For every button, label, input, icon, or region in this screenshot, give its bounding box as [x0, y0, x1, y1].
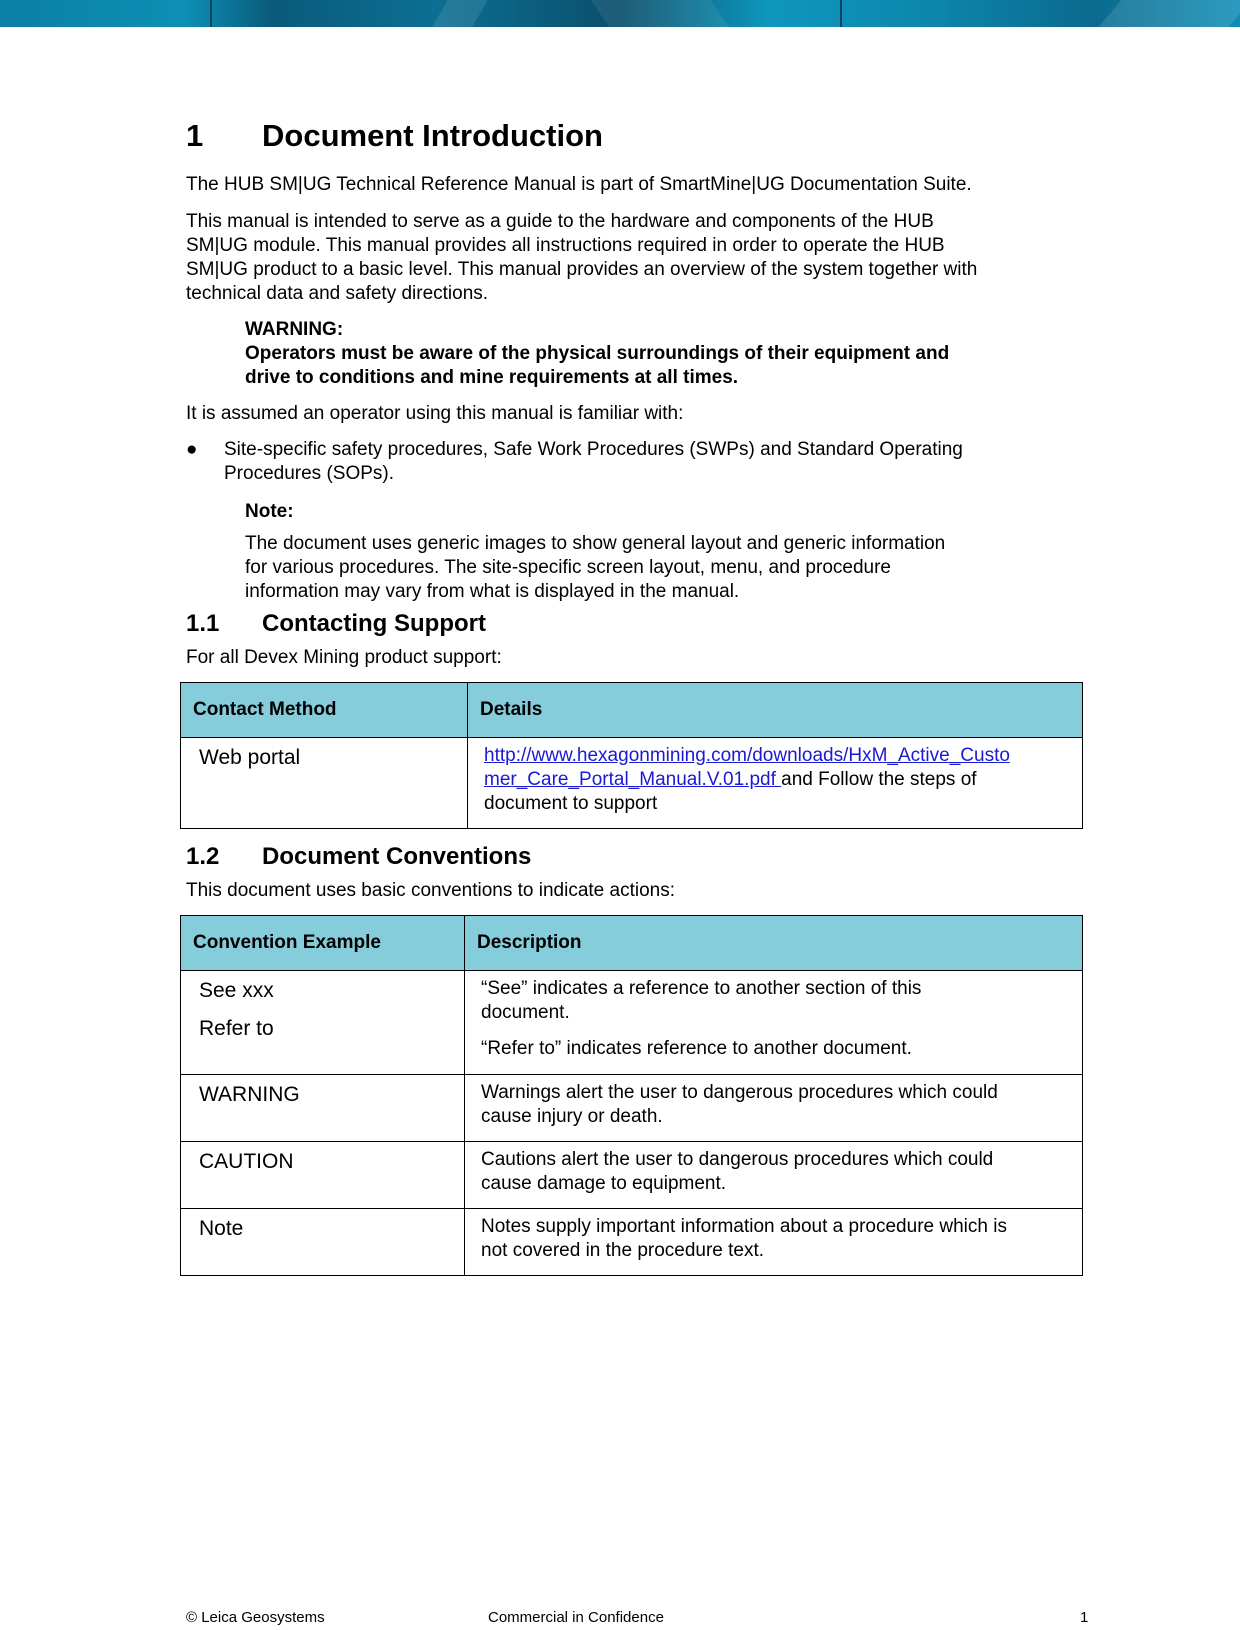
note-line: information may vary from what is displayed in the manual. — [245, 581, 740, 602]
description-line: cause injury or death. — [481, 1106, 663, 1127]
support-table — [180, 682, 1083, 829]
warning-line: drive to conditions and mine requirements at all times. — [245, 367, 739, 388]
purpose-line: SM|UG module. This manual provides all instructions required in order to operate the HUB — [186, 235, 945, 256]
section-heading — [186, 118, 603, 154]
subsection-title: Document Conventions — [262, 843, 532, 870]
column-header: Details — [468, 683, 1083, 738]
note-title: Note: — [245, 501, 294, 522]
convention-example: See xxx — [199, 979, 274, 1002]
table-row — [181, 738, 1083, 829]
convention-example-cell — [181, 971, 465, 1075]
section-title: Document Introduction — [262, 118, 603, 153]
conventions-intro: This document uses basic conventions to indicate actions: — [186, 880, 675, 901]
banner-facet — [840, 0, 842, 27]
subsection-heading-support — [186, 610, 486, 638]
description-line: Notes supply important information about a procedure which is — [481, 1216, 1007, 1237]
footer-confidentiality: Commercial in Confidence — [488, 1609, 664, 1626]
table-header-row — [181, 916, 1083, 971]
table-row — [181, 971, 1083, 1075]
banner-facet — [432, 0, 488, 27]
convention-description-cell — [465, 1075, 1083, 1142]
description-line: cause damage to equipment. — [481, 1173, 727, 1194]
table-row — [181, 1209, 1083, 1276]
column-header: Contact Method — [181, 683, 468, 738]
description-line: not covered in the procedure text. — [481, 1240, 765, 1261]
banner-facet — [210, 0, 212, 27]
subsection-number: 1.2 — [186, 843, 220, 870]
purpose-paragraph — [186, 210, 1066, 306]
description-line: document. — [481, 1002, 570, 1023]
description-line: Warnings alert the user to dangerous procedures which could — [481, 1082, 998, 1103]
note-callout — [245, 500, 1035, 604]
column-header: Convention Example — [181, 916, 465, 971]
assumed-paragraph: It is assumed an operator using this manual is familiar with: — [186, 403, 684, 424]
convention-example-cell: WARNING — [181, 1075, 465, 1142]
convention-example-cell: CAUTION — [181, 1142, 465, 1209]
list-item-line: Procedures (SOPs). — [224, 463, 394, 484]
footer-page-number: 1 — [1080, 1609, 1089, 1626]
intro-paragraph: The HUB SM|UG Technical Reference Manual is part of SmartMine|UG Documentation Suite. — [186, 174, 972, 195]
details-cell — [468, 738, 1083, 829]
support-intro: For all Devex Mining product support: — [186, 647, 502, 668]
banner-facet — [591, 0, 730, 27]
footer-copyright: © Leica Geosystems — [186, 1609, 325, 1626]
section-number: 1 — [186, 118, 204, 153]
details-text: document to support — [484, 793, 658, 814]
warning-title: WARNING: — [245, 319, 344, 340]
conventions-table — [180, 915, 1083, 1276]
description-line: “See” indicates a reference to another section of this — [481, 978, 922, 999]
warning-line: Operators must be aware of the physical surroundings of their equipment and — [245, 343, 950, 364]
link-line: http://www.hexagonmining.com/downloads/HxM_Active_Custo — [484, 745, 1010, 766]
convention-description-cell — [465, 971, 1083, 1075]
purpose-line: This manual is intended to serve as a guide to the hardware and components of the HUB — [186, 211, 934, 232]
link-line: mer_Care_Portal_Manual.V.01.pdf — [484, 769, 782, 790]
purpose-line: technical data and safety directions. — [186, 283, 489, 304]
banner-facet — [1099, 0, 1240, 27]
header-banner — [0, 0, 1240, 27]
convention-example: Refer to — [199, 1017, 274, 1040]
note-line: for various procedures. The site-specific screen layout, menu, and procedure — [245, 557, 891, 578]
purpose-line: SM|UG product to a basic level. This manual provides an overview of the system together with — [186, 259, 978, 280]
convention-description-cell — [465, 1209, 1083, 1276]
table-header-row — [181, 683, 1083, 738]
bullet-icon: ● — [186, 439, 198, 460]
details-text: and Follow the steps of — [781, 769, 977, 790]
table-row — [181, 1075, 1083, 1142]
warning-callout — [245, 318, 1035, 390]
column-header: Description — [465, 916, 1083, 971]
convention-description-cell — [465, 1142, 1083, 1209]
convention-example-cell: Note — [181, 1209, 465, 1276]
subsection-title: Contacting Support — [262, 610, 486, 637]
description-line: “Refer to” indicates reference to another document. — [481, 1038, 912, 1059]
subsection-number: 1.1 — [186, 610, 220, 637]
list-item-line: Site-specific safety procedures, Safe Work Procedures (SWPs) and Standard Operating — [224, 439, 963, 460]
contact-method-cell: Web portal — [181, 738, 468, 829]
table-row — [181, 1142, 1083, 1209]
subsection-heading-conventions — [186, 843, 531, 871]
note-line: The document uses generic images to show general layout and generic information — [245, 533, 946, 554]
description-line: Cautions alert the user to dangerous procedures which could — [481, 1149, 994, 1170]
